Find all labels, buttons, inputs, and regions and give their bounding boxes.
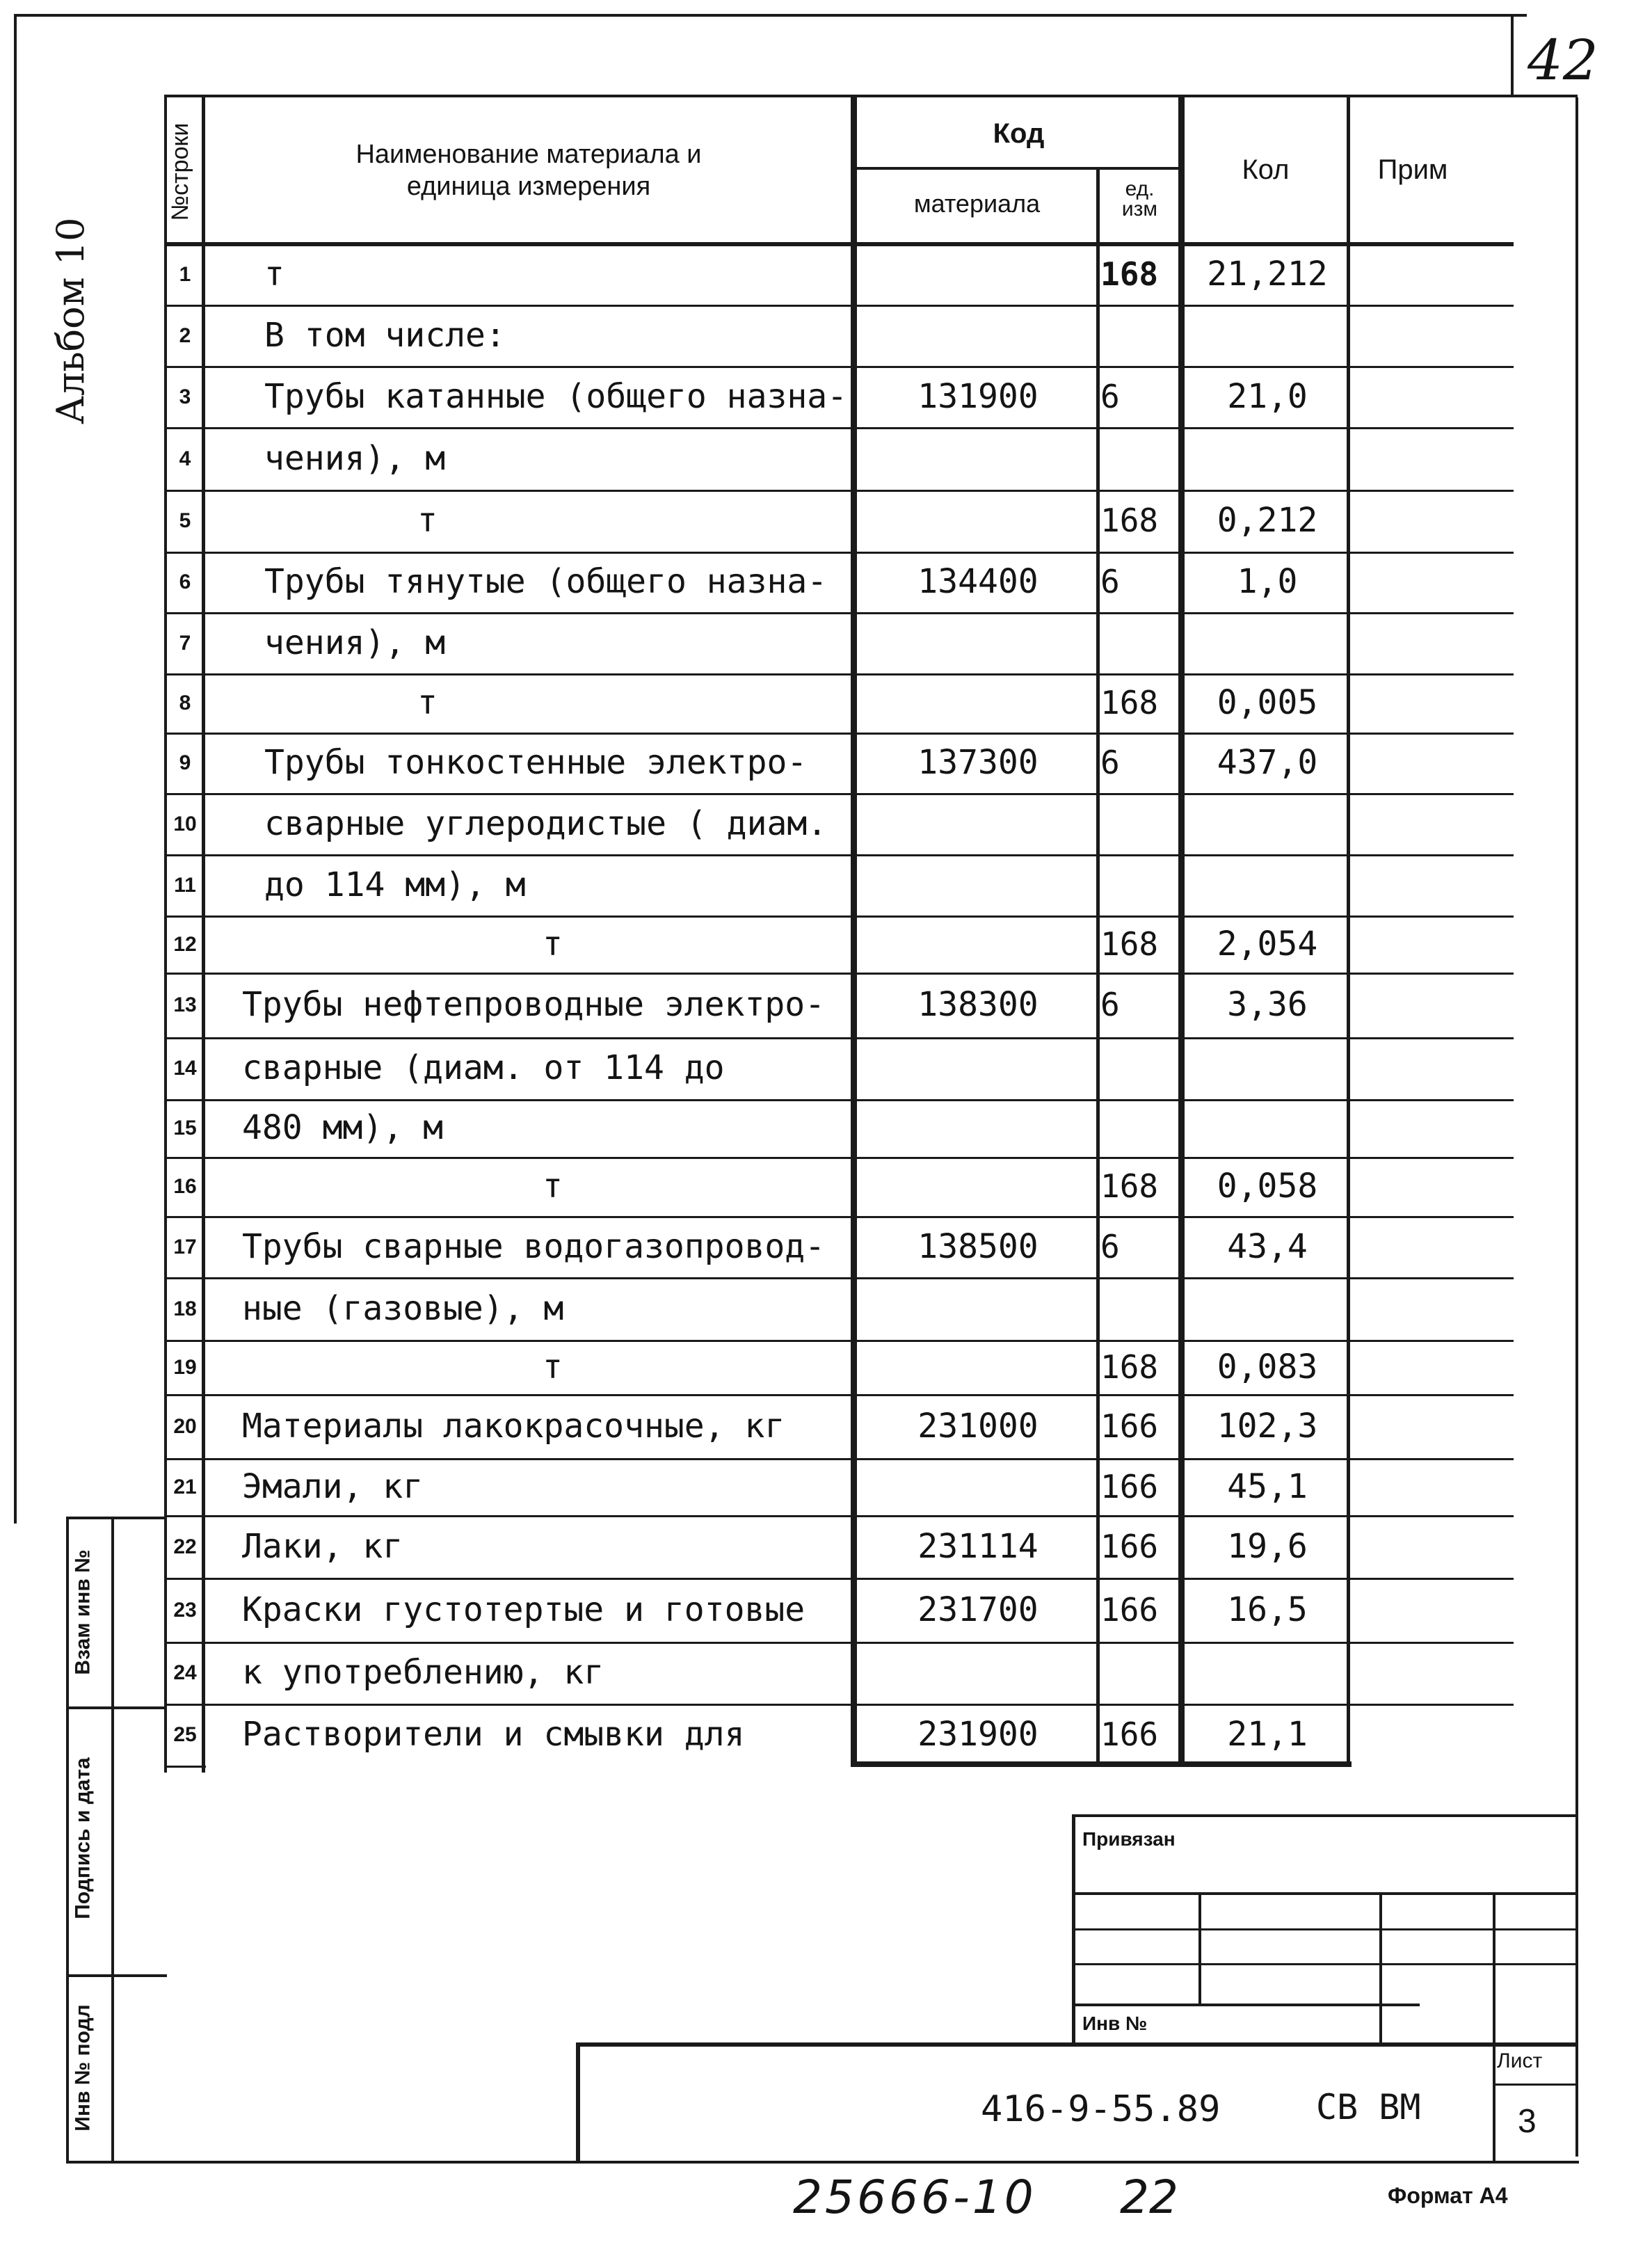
row-separator: [164, 1037, 1514, 1039]
row-quantity: 0,083: [1217, 1347, 1318, 1386]
row-number: 9: [179, 751, 191, 774]
row-name: Материалы лакокрасочные, кг: [242, 1406, 785, 1446]
tb-grid-h4: [1072, 2004, 1420, 2006]
header-name: Наименование материала и единица измерения: [355, 140, 702, 201]
row-separator: [164, 612, 1514, 614]
row-number: 11: [174, 873, 196, 897]
row-number: 20: [173, 1414, 197, 1438]
stamp-vzam-label: Взам инв №: [71, 1549, 95, 1675]
row-separator: [164, 552, 1514, 554]
row-separator: [164, 490, 1514, 492]
row-number: 14: [173, 1057, 197, 1080]
tb-list-left: [1493, 2042, 1495, 2164]
tb-grid-v2: [1379, 1892, 1382, 2044]
row-quantity: 21,212: [1207, 254, 1328, 294]
side-album-label: Альбом 10: [49, 217, 93, 424]
row-name: до 114 мм), м: [264, 865, 526, 904]
tb-main-left: [576, 2042, 580, 2164]
row-name: т: [543, 1167, 563, 1206]
row-unit-code: 6: [1100, 986, 1120, 1024]
row-unit-code: 166: [1100, 1407, 1159, 1445]
row-quantity: 0,005: [1217, 683, 1318, 723]
row-material-code: 131900: [917, 376, 1038, 416]
row-separator: [164, 915, 1514, 918]
stamp-inner-line: [111, 1517, 114, 2164]
row-material-code: 137300: [917, 743, 1038, 783]
row-separator: [164, 1157, 1514, 1159]
row-material-code: 134400: [917, 562, 1038, 602]
row-unit-code: 6: [1100, 377, 1120, 415]
row-name: т: [417, 683, 438, 723]
row-separator: [164, 1642, 1514, 1644]
row-name: чения), м: [264, 438, 446, 478]
row-quantity: 1,0: [1237, 562, 1298, 602]
row-quantity: 19,6: [1227, 1526, 1308, 1566]
row-unit-code: 168: [1100, 684, 1159, 722]
row-unit-code: 168: [1100, 1348, 1159, 1386]
header-code: Код: [993, 118, 1045, 149]
tb-grid-h1: [1072, 1892, 1578, 1895]
stamp-outer-left: [66, 1517, 69, 2164]
row-number: 19: [173, 1355, 197, 1379]
row-separator: [164, 973, 1514, 975]
row-quantity: 21,0: [1227, 376, 1308, 416]
stamp-podpis-label: Подпись и дата: [71, 1757, 95, 1919]
footer-archive-number: 25666-10: [793, 2170, 1036, 2224]
stamp-inv-podl-label: Инв № подл: [71, 2004, 95, 2132]
row-name: к употреблению, кг: [242, 1653, 604, 1693]
row-number: 8: [179, 691, 191, 714]
row-unit-code: 166: [1100, 1527, 1159, 1565]
row-quantity: 102,3: [1217, 1406, 1318, 1446]
row-quantity: 0,212: [1217, 501, 1318, 541]
tb-grid-h2: [1072, 1928, 1578, 1930]
row-material-code: 138300: [917, 985, 1038, 1025]
row-number: 25: [173, 1723, 197, 1746]
row-name: Трубы сварные водогазопровод-: [242, 1226, 826, 1266]
tb-doc-type: СВ ВМ: [1316, 2087, 1421, 2127]
row-name: Трубы нефтепроводные электро-: [242, 985, 826, 1025]
tb-inv-no-label: Инв №: [1082, 2013, 1148, 2034]
row-quantity: 16,5: [1227, 1590, 1308, 1629]
row-separator: [164, 673, 1514, 675]
row-material-code: 231900: [917, 1715, 1038, 1754]
frame-top-line: [14, 14, 1527, 17]
row-separator: [164, 1277, 1514, 1279]
row-separator: [164, 427, 1514, 429]
row-number: 22: [173, 1535, 197, 1558]
frame-left-line: [14, 14, 17, 1524]
header-qty: Кол: [1242, 154, 1290, 185]
header-note: Прим: [1377, 154, 1448, 185]
row-separator: [164, 1340, 1514, 1342]
row-quantity: 0,058: [1217, 1167, 1318, 1206]
row-separator: [164, 1216, 1514, 1218]
row-number: 13: [173, 993, 197, 1016]
row-separator: [164, 1515, 1514, 1517]
row-name: Краски густотертые и готовые: [242, 1590, 805, 1629]
header-code-unit: ед. изм: [1121, 177, 1158, 221]
row-material-code: 231000: [917, 1406, 1038, 1446]
row-separator: [164, 1458, 1514, 1460]
row-number: 16: [173, 1175, 197, 1198]
row-name: т: [417, 501, 438, 541]
row-material-code: 138500: [917, 1226, 1038, 1266]
row-number: 2: [179, 323, 191, 347]
row-name: Трубы катанные (общего назна-: [264, 376, 848, 416]
row-name: Трубы тонкостенные электро-: [264, 743, 808, 783]
row-unit-code: 168: [1100, 502, 1159, 540]
row-number: 24: [173, 1661, 197, 1684]
row-name: Эмали, кг: [242, 1466, 424, 1506]
row-separator: [164, 793, 1514, 795]
stamp-bottom-line: [66, 2161, 1579, 2164]
stamp-sep-1: [66, 1706, 167, 1709]
row-number: 5: [179, 509, 191, 532]
tb-doc-code: 416-9-55.89: [981, 2088, 1221, 2130]
row-name: сварные (диам. от 114 до: [242, 1048, 725, 1088]
tb-grid-v1: [1198, 1892, 1201, 2005]
row-name: т: [543, 924, 563, 963]
frame-right-line: [1511, 14, 1514, 97]
row-number: 7: [179, 631, 191, 655]
row-name: чения), м: [264, 623, 446, 662]
frame-right-line-main: [1575, 97, 1578, 2157]
row-unit-code: 168: [1100, 925, 1159, 963]
row-quantity: 43,4: [1227, 1226, 1308, 1266]
row-number: 18: [173, 1297, 197, 1320]
row-unit-code: 166: [1100, 1716, 1159, 1754]
tb-list-sep: [1493, 2084, 1578, 2086]
stamp-top-line: [66, 1517, 167, 1519]
row-name: т: [543, 1347, 563, 1386]
table-header-bottom-line: [164, 242, 1514, 246]
row-separator: [164, 366, 1514, 368]
tb-grid-h3: [1072, 1963, 1578, 1965]
stamp-sep-2: [66, 1974, 167, 1977]
row-separator: [164, 733, 1514, 735]
row-unit-code: 166: [1100, 1590, 1159, 1629]
row-number: 3: [179, 385, 191, 408]
header-row-number: №строки: [167, 122, 193, 221]
row-unit-code: 6: [1100, 744, 1120, 782]
row-number: 10: [173, 812, 197, 835]
row-number: 23: [173, 1598, 197, 1622]
row-number: 12: [173, 932, 197, 956]
tb-privyazan-top: [1072, 1814, 1578, 1817]
tb-main-top: [576, 2042, 1578, 2047]
footer-sheet-number: 22: [1120, 2170, 1178, 2224]
table-top-line: [164, 95, 1578, 97]
table-bottom-line: [851, 1761, 1352, 1767]
row-number: 1: [179, 262, 191, 286]
row-number: 15: [173, 1117, 197, 1140]
row-separator: [164, 1766, 206, 1768]
row-quantity: 3,36: [1227, 985, 1308, 1025]
row-separator: [164, 854, 1514, 856]
row-name: сварные углеродистые ( диам.: [264, 803, 828, 843]
row-unit-code: 166: [1100, 1467, 1159, 1505]
row-quantity: 2,054: [1217, 924, 1318, 963]
row-name: Лаки, кг: [242, 1526, 403, 1566]
row-unit-code: 6: [1100, 563, 1120, 601]
row-separator: [164, 1704, 1514, 1706]
tb-list-label: Лист: [1497, 2049, 1543, 2072]
row-quantity: 21,1: [1227, 1715, 1308, 1754]
row-number: 4: [179, 447, 191, 470]
row-separator: [164, 1099, 1514, 1101]
row-unit-code: 6: [1100, 1227, 1120, 1265]
row-number: 6: [179, 570, 191, 593]
row-unit-code: 168: [1100, 1167, 1159, 1206]
row-material-code: 231114: [917, 1526, 1038, 1566]
row-quantity: 45,1: [1227, 1466, 1308, 1506]
code-subheader-line: [851, 167, 1185, 170]
row-name: В том числе:: [264, 315, 506, 355]
tb-grid-v3: [1493, 1892, 1495, 2044]
row-name: Растворители и смывки для: [242, 1715, 745, 1754]
row-unit-code: 168: [1100, 255, 1159, 293]
row-name: ные (газовые), м: [242, 1288, 564, 1328]
footer-format: Формат А4: [1388, 2183, 1508, 2208]
row-name: т: [264, 254, 284, 294]
material-right-line: [1096, 167, 1100, 1766]
row-name: 480 мм), м: [242, 1108, 443, 1148]
page-number: 42: [1527, 28, 1598, 93]
header-code-material: материала: [913, 189, 1041, 218]
row-separator: [164, 305, 1514, 307]
row-number: 21: [173, 1475, 197, 1498]
row-quantity: 437,0: [1217, 743, 1318, 783]
row-name: Трубы тянутые (общего назна-: [264, 562, 828, 602]
tb-privyazan-label: Привязан: [1082, 1828, 1176, 1850]
row-separator: [164, 1394, 1514, 1396]
row-number: 17: [173, 1235, 197, 1258]
row-material-code: 231700: [917, 1590, 1038, 1629]
tb-list-number: 3: [1518, 2103, 1537, 2140]
row-separator: [164, 1578, 1514, 1580]
